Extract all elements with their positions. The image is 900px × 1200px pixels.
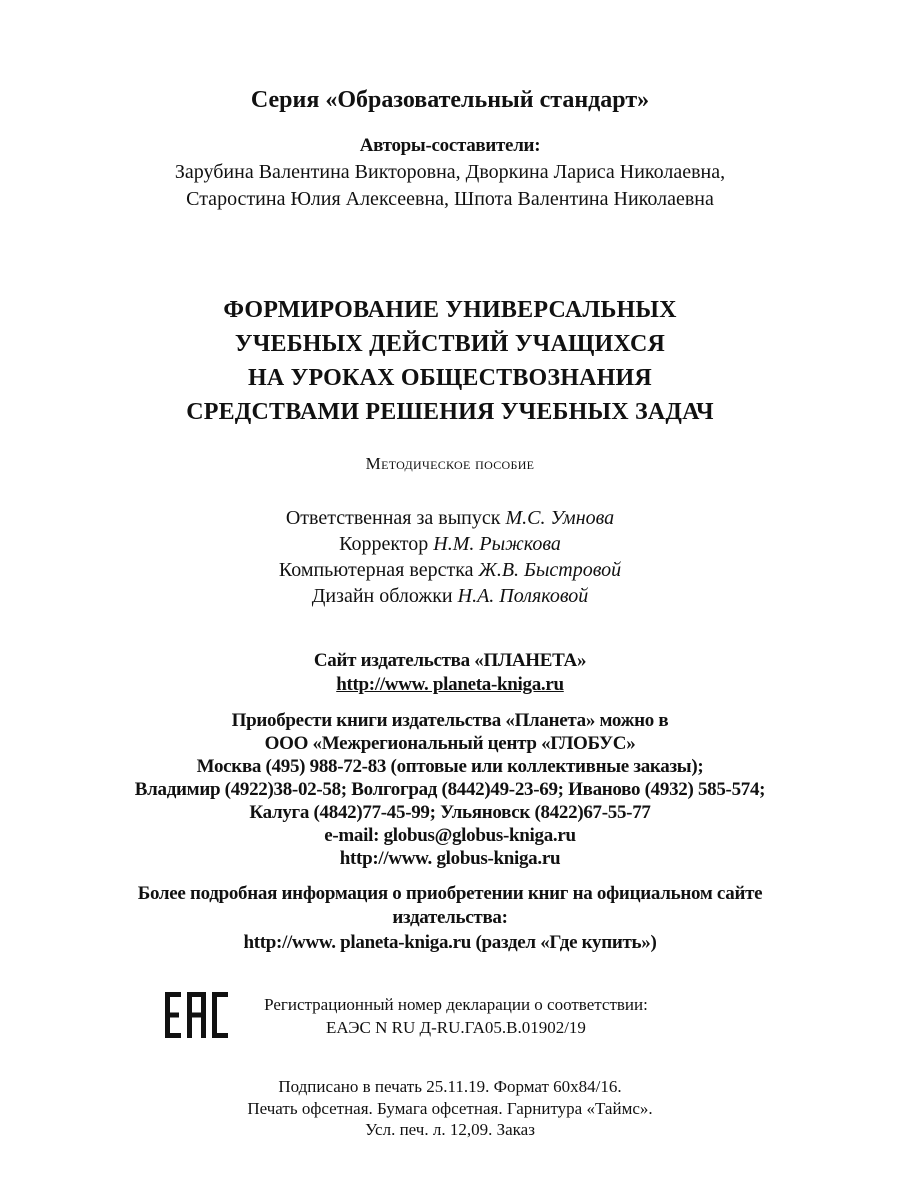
- publisher-site-link[interactable]: http://www. planeta-kniga.ru: [336, 674, 564, 695]
- series-title: Серия «Образовательный стандарт»: [250, 87, 650, 113]
- purchase-line: Москва (495) 988-72-83 (оптовые или коллективные заказы);: [196, 756, 704, 777]
- print-info-line: Усл. печ. л. 12,09. Заказ: [365, 1120, 535, 1139]
- authors-heading: Авторы-составители:: [359, 135, 541, 156]
- more-info-line: Более подробная информация о приобретении книг на официальном сайте: [137, 883, 763, 904]
- print-info-line: Печать офсетная. Бумага офсетная. Гарнитура «Таймс».: [247, 1099, 653, 1118]
- authors-line: Старостина Юлия Алексеевна, Шпота Валентина Николаевна: [186, 188, 714, 210]
- book-title-line: УЧЕБНЫХ ДЕЙСТВИЙ УЧАЩИХСЯ: [234, 331, 666, 357]
- credit-role: Корректор: [339, 533, 434, 555]
- purchase-line: Владимир (4922)38-02-58; Волгоград (8442)49-23-69; Иваново (4932) 585-574;: [134, 779, 766, 800]
- credit-name: Н.А. Поляковой: [457, 585, 589, 607]
- credit-name: Н.М. Рыжкова: [433, 533, 561, 555]
- more-info-line: издательства:: [392, 907, 508, 928]
- purchase-line: Приобрести книги издательства «Планета» можно в: [231, 710, 669, 731]
- registration-number: ЕАЭС N RU Д-RU.ГА05.В.01902/19: [326, 1018, 586, 1037]
- credit-line: [0, 508, 900, 528]
- credit-name: Ж.В. Быстровой: [478, 559, 622, 581]
- book-title-line: НА УРОКАХ ОБЩЕСТВОЗНАНИЯ: [248, 365, 652, 391]
- credit-role: Компьютерная верстка: [278, 559, 479, 581]
- publisher-site-label: Сайт издательства «ПЛАНЕТА»: [313, 650, 587, 671]
- registration-label: Регистрационный номер декларации о соответствии:: [264, 995, 648, 1014]
- credit-name: М.С. Умнова: [505, 507, 615, 529]
- globus-link: http://www. globus-kniga.ru: [339, 848, 561, 869]
- email-line: e-mail: globus@globus-kniga.ru: [324, 825, 576, 846]
- credit-line: [0, 534, 900, 554]
- credit-role: Дизайн обложки: [311, 585, 458, 607]
- credit-line: [0, 586, 900, 606]
- credit-line: [0, 560, 900, 580]
- eac-logo-icon: [165, 992, 229, 1038]
- book-title-line: ФОРМИРОВАНИЕ УНИВЕРСАЛЬНЫХ: [223, 297, 677, 323]
- credit-role: Ответственная за выпуск: [285, 507, 506, 529]
- purchase-line: ООО «Межрегиональный центр «ГЛОБУС»: [264, 733, 636, 754]
- purchase-line: Калуга (4842)77-45-99; Ульяновск (8422)67-55-77: [249, 802, 651, 823]
- print-info-line: Подписано в печать 25.11.19. Формат 60x84/16.: [278, 1077, 622, 1096]
- more-info-line: http://www. planeta-kniga.ru (раздел «Где купить»): [243, 932, 657, 953]
- subtitle: Методическое пособие: [365, 454, 535, 473]
- authors-line: Зарубина Валентина Викторовна, Дворкина Лариса Николаевна,: [174, 161, 726, 183]
- book-title-line: СРЕДСТВАМИ РЕШЕНИЯ УЧЕБНЫХ ЗАДАЧ: [186, 399, 714, 425]
